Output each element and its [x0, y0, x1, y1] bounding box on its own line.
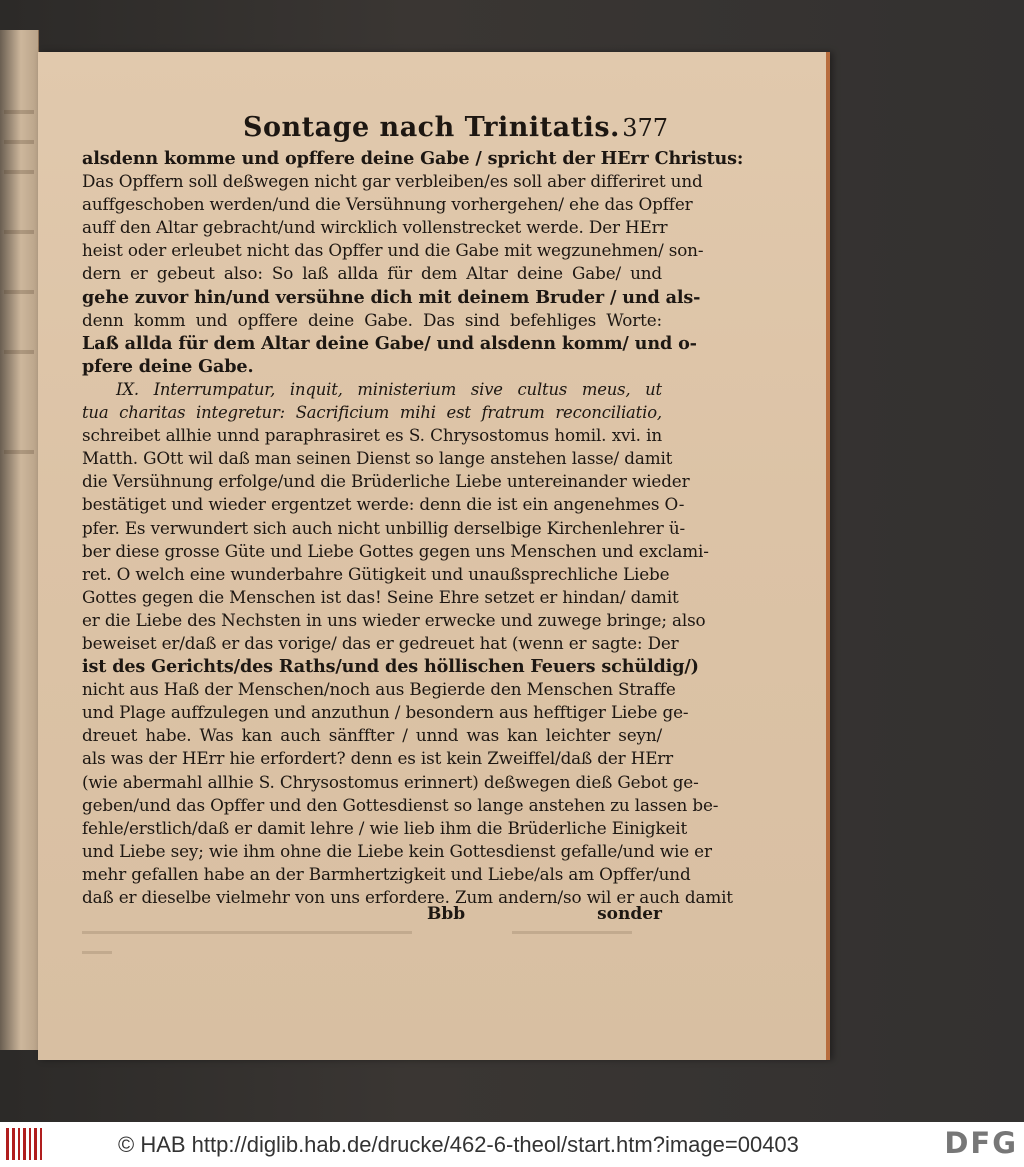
- text-line: daß er dieselbe vielmehr von uns erfordere. Zum andern/so wil er auch damit: [82, 887, 733, 907]
- text-line: auff den Altar gebracht/und wircklich vollenstrecket werde. Der HErr: [82, 217, 668, 238]
- bleed-through-text: [82, 927, 662, 972]
- text-line: er die Liebe des Nechsten in uns wieder erwecke und zuwege bringe; also: [82, 609, 706, 630]
- text-line: auffgeschoben werden/und die Versühnung vorhergehen/ ehe das Opffer: [82, 194, 693, 215]
- text-line: tua charitas integretur: Sacrificium mihi est fratrum reconciliatio,: [82, 403, 662, 423]
- text-line: denn komm und opffere deine Gabe. Das sind befehliges Worte:: [82, 309, 662, 330]
- text-line: schreibet allhie unnd paraphrasiret es S. Chrysostomus homil. xvi. in: [82, 425, 662, 446]
- text-line: (wie abermahl allhie S. Chrysostomus erinnert) deßwegen dieß Gebot ge-: [82, 771, 699, 792]
- text-line: ber diese grosse Güte und Liebe Gottes gegen uns Menschen und exclami-: [82, 540, 709, 561]
- previous-page-edge: [0, 30, 39, 1050]
- text-line: Matth. GOtt wil daß man seinen Dienst so lange anstehen lasse/ damit: [82, 448, 673, 469]
- dfg-logo: DFG: [944, 1126, 1018, 1160]
- text-line: Das Opffern soll deßwegen nicht gar verbleiben/es soll aber differiret und: [82, 171, 703, 192]
- page-edge-mark: [4, 110, 34, 114]
- text-line: ret. O welch eine wunderbahre Gütigkeit und unaußsprechliche Liebe: [82, 563, 670, 584]
- text-line: und Plage auffzulegen und anzuthun / besondern aus hefftiger Liebe ge-: [82, 702, 689, 723]
- barcode-logo-icon: [6, 1128, 46, 1160]
- text-line: pfere deine Gabe.: [82, 355, 254, 377]
- text-line: als was der HErr hie erfordert? denn es ist kein Zweiffel/daß der HErr: [82, 748, 674, 769]
- text-line: geben/und das Opffer und den Gottesdienst so lange anstehen zu lassen be-: [82, 794, 719, 815]
- copyright-url[interactable]: © HAB http://diglib.hab.de/drucke/462-6-theol/start.htm?image=00403: [118, 1132, 799, 1157]
- text-line: IX. Interrumpatur, inquit, ministerium sive cultus meus, ut: [116, 379, 662, 399]
- bleed-line: [512, 931, 632, 934]
- text-line: fehle/erstlich/daß er damit lehre / wie lieb ihm die Brüderliche Einigkeit: [82, 817, 688, 838]
- text-line: Laß allda für dem Altar deine Gabe/ und alsdenn komm/ und o-: [82, 332, 697, 354]
- text-line: ist des Gerichts/des Raths/und des höllischen Feuers schüldig/): [82, 656, 699, 678]
- text-line: pfer. Es verwundert sich auch nicht unbillig derselbige Kirchenlehrer ü-: [82, 517, 686, 538]
- text-line: gehe zuvor hin/und versühne dich mit deinem Bruder / und als-: [82, 286, 701, 308]
- text-line: heist oder erleubet nicht das Opffer und die Gabe mit wegzunehmen/ son-: [82, 240, 704, 261]
- text-line: die Versühnung erfolge/und die Brüderliche Liebe untereinander wieder: [82, 471, 690, 492]
- footer-bar: [0, 1122, 1024, 1167]
- text-line: beweiset er/daß er das vorige/ das er gedreuet hat (wenn er sagte: Der: [82, 632, 679, 653]
- page-edge-mark: [4, 450, 34, 454]
- text-line: nicht aus Haß der Menschen/noch aus Begierde den Menschen Straffe: [82, 679, 676, 700]
- book-page: [38, 52, 830, 1060]
- signature-mark: Bbb: [427, 904, 466, 924]
- text-line: alsdenn komme und opffere deine Gabe / spricht der HErr Christus:: [82, 148, 744, 169]
- text-line: bestätiget und wieder ergentzet werde: denn die ist ein angenehmes O-: [82, 494, 685, 515]
- page-header: [243, 112, 668, 152]
- body-text: [82, 147, 744, 909]
- text-line: dreuet habe. Was kan auch sänffter / unnd was kan leichter seyn/: [82, 725, 662, 746]
- page-edge-mark: [4, 170, 34, 174]
- page-edge-mark: [4, 230, 34, 234]
- page-footer-marks: [82, 904, 662, 928]
- text-line: und Liebe sey; wie ihm ohne die Liebe kein Gottesdienst gefalle/und wie er: [82, 840, 712, 861]
- catchword: sonder: [597, 904, 662, 924]
- bleed-line: [82, 931, 412, 934]
- bleed-line: [82, 951, 112, 954]
- page-edge-mark: [4, 140, 34, 144]
- running-head: Sontage nach Trinitatis.: [243, 112, 620, 143]
- text-line: mehr gefallen habe an der Barmhertzigkeit und Liebe/als am Opffer/und: [82, 863, 691, 884]
- page-edge-mark: [4, 290, 34, 294]
- page-edge-mark: [4, 350, 34, 354]
- page-number: 377: [622, 114, 668, 142]
- text-line: Gottes gegen die Menschen ist das! Seine Ehre setzet er hindan/ damit: [82, 586, 679, 607]
- text-line: dern er gebeut also: So laß allda für dem Altar deine Gabe/ und: [82, 263, 662, 284]
